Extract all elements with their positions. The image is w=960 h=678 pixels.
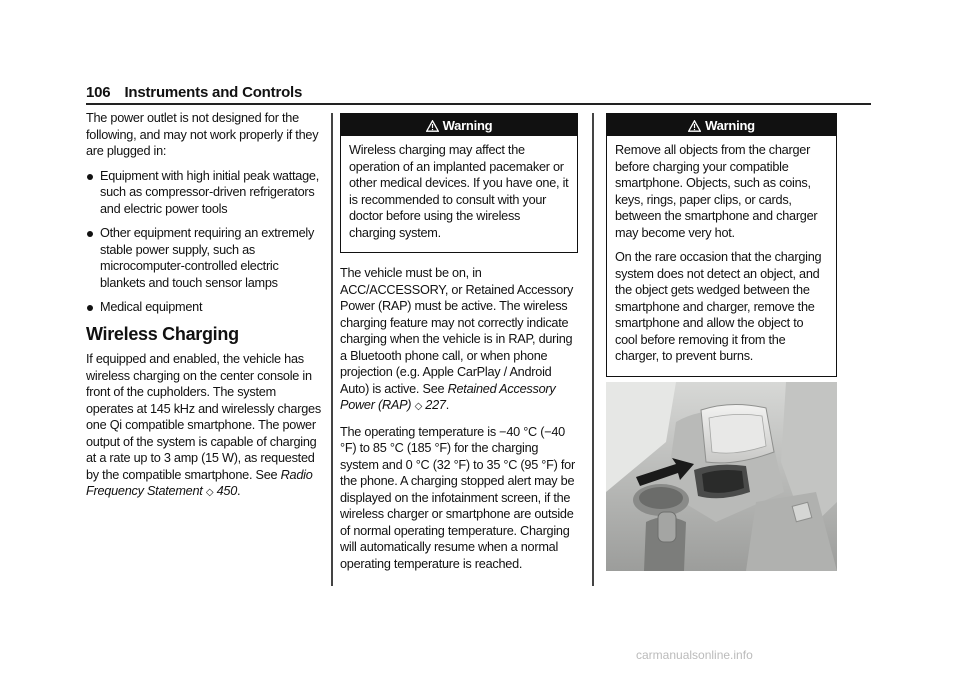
column-divider-2	[592, 113, 594, 586]
cross-reference-link[interactable]: Retained Accessory Power (RAP) ◇ 227	[340, 381, 556, 412]
page-ref-icon: ◇	[205, 487, 214, 498]
console-illustration	[606, 382, 837, 571]
list-item: Equipment with high initial peak wattage, such as compressor-driven refrigerators and electric power tools	[86, 168, 321, 218]
warning-header: Warning	[341, 114, 577, 136]
page-header	[86, 84, 302, 101]
warning-header: Warning	[607, 114, 836, 136]
cross-reference-link[interactable]: Radio Frequency Statement ◇ 450	[86, 467, 313, 498]
section-title: Instruments and Controls	[124, 84, 303, 101]
outlet-bullet-list	[86, 168, 321, 316]
bullet-icon	[87, 231, 93, 237]
wireless-charger-console-image	[606, 382, 837, 571]
bullet-icon	[87, 305, 93, 311]
section-heading: Wireless Charging	[86, 323, 239, 344]
warning-text: On the rare occasion that the charging system does not detect an object, and the object gets wedged between the smartphone and charger, remove the smartphone and allow the object to cool before removing it from the charger, to prevent burns.	[615, 250, 822, 363]
outlet-intro: The power outlet is not designed for the following, and may not work properly if they are plugged in:	[86, 111, 319, 158]
temperature-paragraph: The operating temperature is −40 °C (−40 °F) to 85 °C (185 °F) for the charging system and 0 °C (32 °F) to 35 °C (95 °F) for the phone. A charging stopped alert may be displayed on the infotainment screen, if the wireless charger or smartphone are outside of normal operating temperature. Charging will automatically resume when a normal operating temperature is reached.	[340, 424, 575, 571]
accessory-power-paragraph: The vehicle must be on, in ACC/ACCESSORY, or Retained Accessory Power (RAP) must be active. The wireless charging feature may not correctly indicate charging when the vehicle is in RAP, during a Bluetooth phone call, or when phone projection (e.g. Apple CarPlay / Android Auto) is active. See Retained Accessory Power (RAP) ◇ 227.	[340, 266, 574, 412]
warning-text: Wireless charging may affect the operation of an implanted pacemaker or other medical devices. If you have one, it is recommended to consult with your doctor before using the wireless charging system.	[349, 143, 569, 240]
warning-box	[340, 113, 578, 253]
warning-triangle-icon	[688, 120, 701, 132]
list-item: Other equipment requiring an extremely stable power supply, such as microcomputer-controlled electric blankets and touch sensor lamps	[86, 225, 321, 291]
column-1	[86, 110, 321, 510]
wireless-charging-paragraph: If equipped and enabled, the vehicle has wireless charging on the center console in front of the cupholders. The system operates at 145 kHz and wirelessly charges one Qi compatible smartphone. The power output of the system is capable of charging at a rate up to 3 amp (15 W), as requested by the compatible smartphone. See Radio Frequency Statement ◇ 450.	[86, 352, 321, 498]
column-divider-1	[331, 113, 333, 586]
warning-text: Remove all objects from the charger before charging your compatible smartphone. Objects, such as coins, keys, rings, paper clips, or cards, between the smartphone and charger may become very hot.	[615, 143, 818, 240]
column-2	[340, 113, 578, 580]
page-ref-icon: ◇	[414, 401, 423, 412]
page-number: 106	[86, 84, 111, 101]
header-rule	[86, 103, 871, 105]
list-item: Medical equipment	[86, 299, 321, 316]
watermark: carmanualsonline.info	[636, 648, 753, 662]
warning-box	[606, 113, 837, 377]
bullet-icon	[87, 174, 93, 180]
column-3	[606, 113, 837, 389]
warning-triangle-icon	[426, 120, 439, 132]
